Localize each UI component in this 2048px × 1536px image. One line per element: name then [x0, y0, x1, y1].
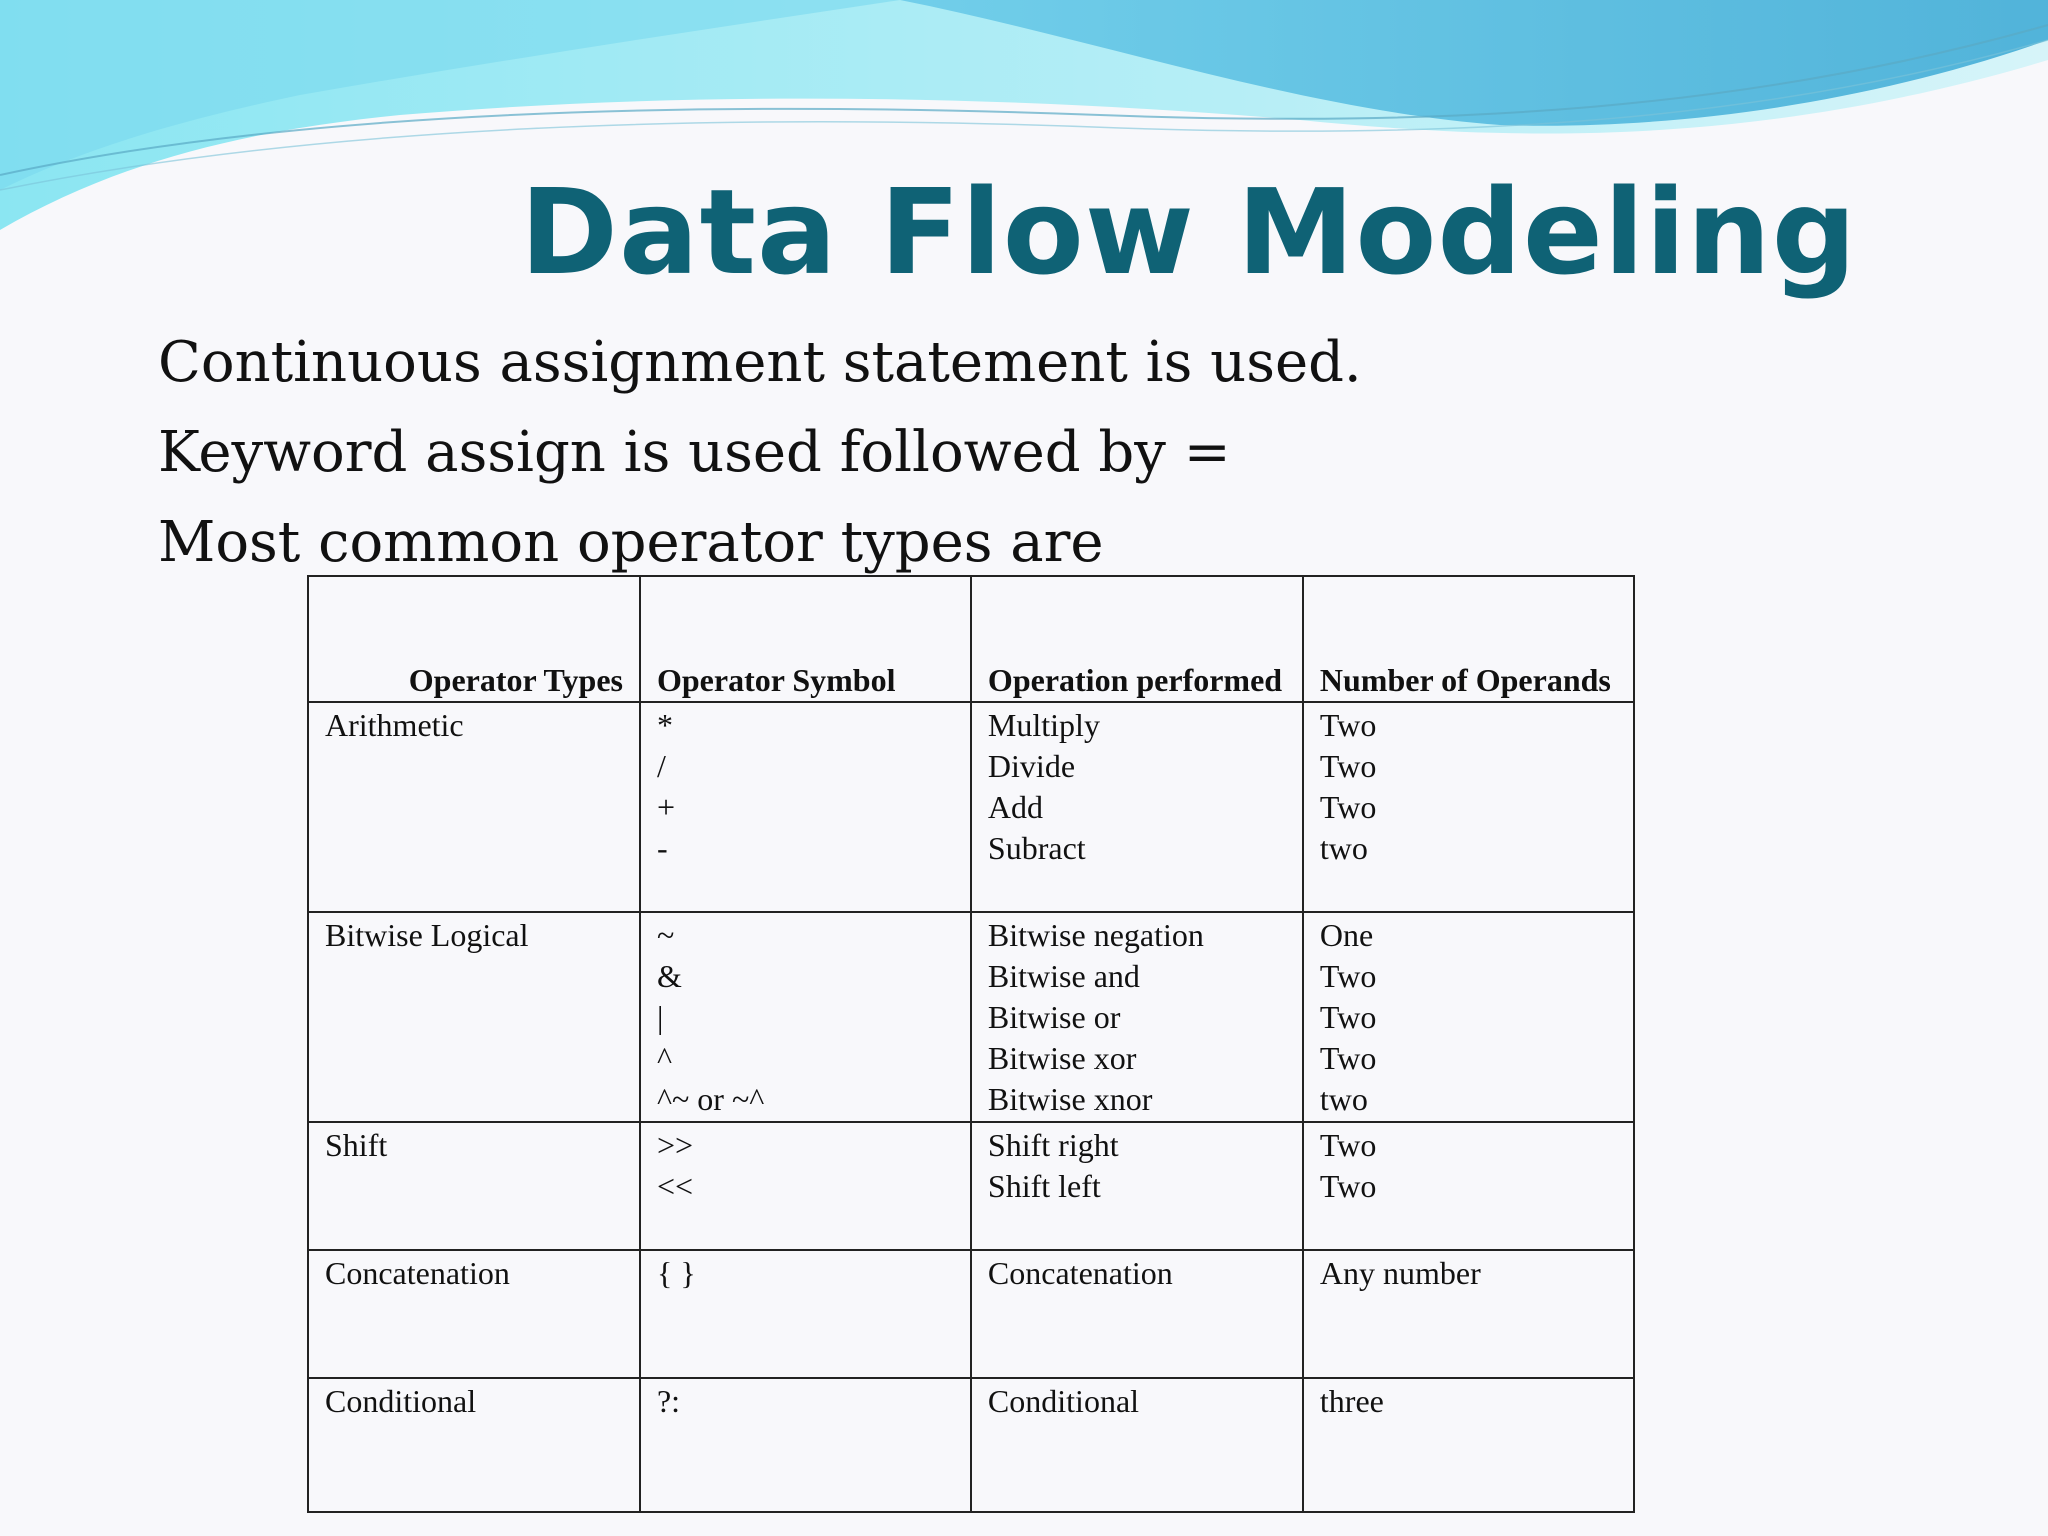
operation-cell: [971, 702, 1303, 912]
header-operator-symbol: Operator Symbol: [640, 576, 971, 702]
operator-type-cell: Concatenation: [308, 1250, 640, 1378]
slide-title: Data Flow Modeling: [520, 163, 1858, 301]
operand-count: Two: [1319, 748, 1377, 784]
operation-cell: [971, 912, 1303, 1122]
operand-count: Two: [1319, 999, 1377, 1035]
operand-count: Two: [1319, 789, 1377, 825]
operand-count: Two: [1319, 707, 1377, 743]
header-number-of-operands: Number of Operands: [1303, 576, 1634, 702]
symbol: >>: [656, 1127, 694, 1163]
symbol: { }: [656, 1255, 696, 1291]
operation-cell: [971, 1250, 1303, 1378]
header-operation-performed: Operation performed: [971, 576, 1303, 702]
operation: Bitwise xnor: [987, 1081, 1153, 1117]
operation: Bitwise and: [987, 958, 1140, 994]
table-row: [308, 1250, 1634, 1378]
operands-cell: [1303, 1378, 1634, 1512]
symbol: *: [656, 707, 673, 743]
operator-symbol-cell: [640, 912, 971, 1122]
operator-table: [307, 575, 1635, 1513]
operand-count: Two: [1319, 1127, 1377, 1163]
operand-count: Two: [1319, 1168, 1377, 1204]
operation: Bitwise or: [987, 999, 1121, 1035]
operator-type-cell: Arithmetic: [308, 702, 640, 912]
symbol: ?:: [656, 1383, 681, 1419]
table-header-row: [308, 576, 1634, 702]
operator-symbol-cell: [640, 1250, 971, 1378]
bullet-item: Most common operator types are: [158, 510, 1104, 575]
table-row: [308, 1122, 1634, 1250]
operation: Divide: [987, 748, 1076, 784]
symbol: +: [656, 789, 676, 825]
operator-type-cell: Conditional: [308, 1378, 640, 1512]
operand-count: two: [1319, 830, 1368, 866]
operator-symbol-cell: [640, 1122, 971, 1250]
operator-symbol-cell: [640, 1378, 971, 1512]
operands-cell: [1303, 1250, 1634, 1378]
operation-cell: [971, 1122, 1303, 1250]
operation: Subract: [987, 830, 1086, 866]
table-row: [308, 702, 1634, 912]
operand-count: Any number: [1319, 1255, 1481, 1291]
operation: Multiply: [987, 707, 1100, 743]
operand-count: Two: [1319, 1040, 1377, 1076]
operands-cell: [1303, 702, 1634, 912]
bullet-item: Continuous assignment statement is used.: [158, 330, 1362, 395]
operation: Bitwise xor: [987, 1040, 1137, 1076]
operands-cell: [1303, 912, 1634, 1122]
table-row: [308, 1378, 1634, 1512]
operation: Shift right: [987, 1127, 1119, 1163]
symbol: &: [656, 958, 682, 994]
symbol: |: [656, 999, 664, 1035]
symbol: ^: [656, 1040, 672, 1076]
symbol: ~: [656, 917, 675, 953]
symbol: -: [656, 830, 668, 866]
bullet-item: Keyword assign is used followed by =: [158, 420, 1231, 485]
operation: Bitwise negation: [987, 917, 1204, 953]
symbol: <<: [656, 1168, 694, 1204]
operation: Conditional: [987, 1383, 1140, 1419]
operands-cell: [1303, 1122, 1634, 1250]
operation: Shift left: [987, 1168, 1101, 1204]
operation-cell: [971, 1378, 1303, 1512]
operand-count: three: [1319, 1383, 1384, 1419]
operation: Concatenation: [987, 1255, 1173, 1291]
operator-type-cell: Shift: [308, 1122, 640, 1250]
operand-count: two: [1319, 1081, 1368, 1117]
table-row: [308, 912, 1634, 1122]
operator-type-cell: Bitwise Logical: [308, 912, 640, 1122]
operand-count: One: [1319, 917, 1374, 953]
operand-count: Two: [1319, 958, 1377, 994]
symbol: /: [656, 748, 666, 784]
header-operator-types: Operator Types: [308, 576, 640, 702]
operation: Add: [987, 789, 1044, 825]
bullet-list: [158, 318, 1362, 588]
operator-symbol-cell: [640, 702, 971, 912]
symbol: ^~ or ~^: [656, 1081, 765, 1117]
